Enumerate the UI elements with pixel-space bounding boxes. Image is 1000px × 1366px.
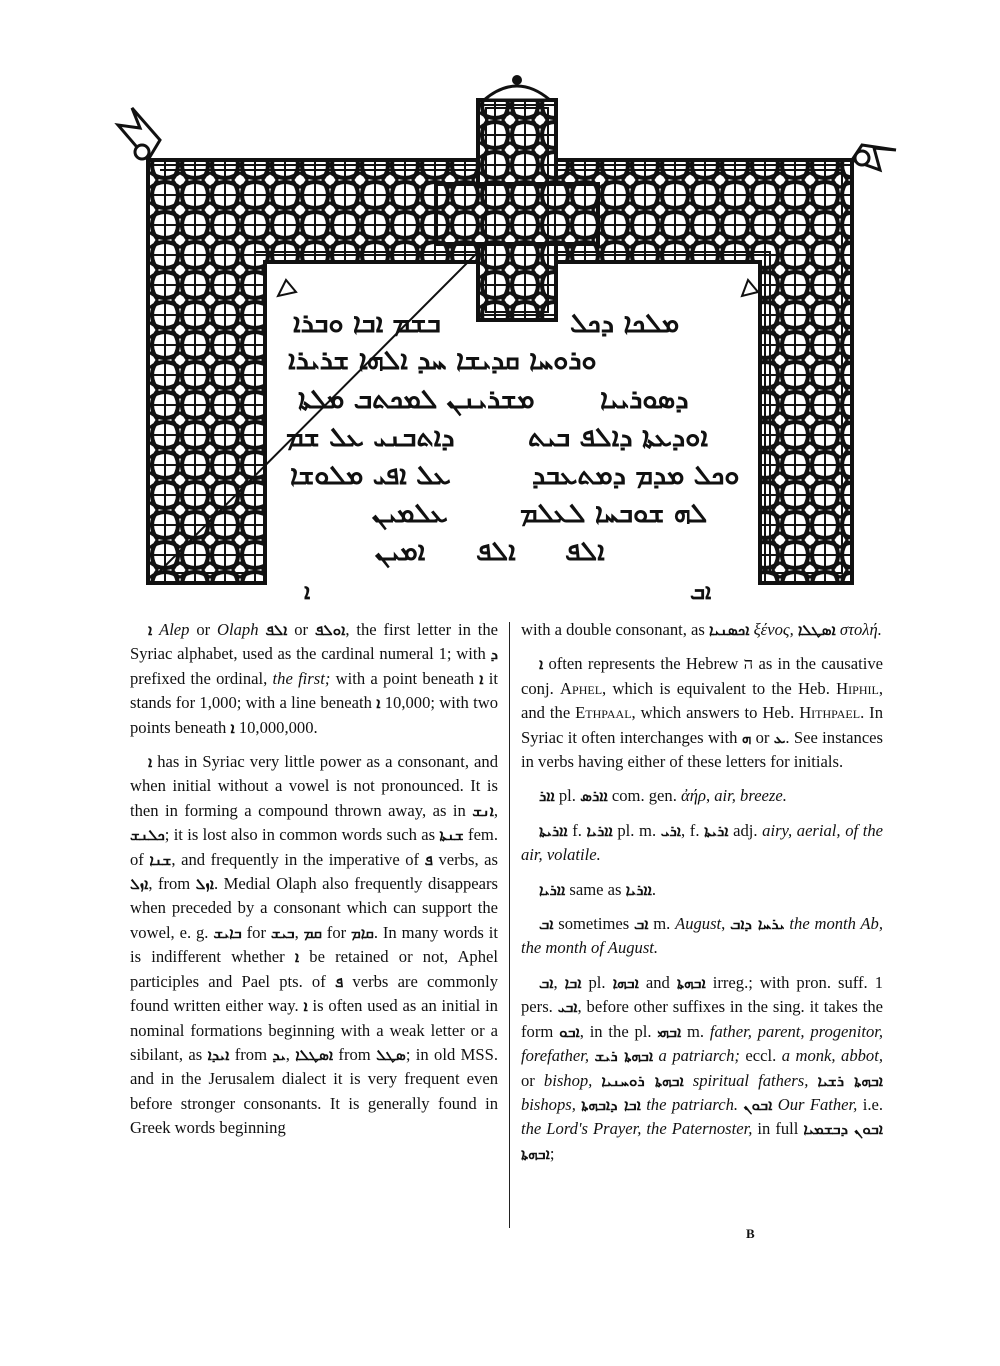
small-caps-term: Hithpael: [799, 703, 861, 723]
greek-word: ξένος,: [749, 620, 798, 639]
syriac-word: ܐܐܪܝܐ: [586, 821, 613, 840]
syriac-word: ܐܒܗܬܐ ܪܫܝܐ: [817, 1071, 883, 1090]
text-run: , and frequently in the imperative of: [171, 849, 425, 869]
text-run: for: [321, 922, 352, 942]
text-run: is often used as an initial in nominal formations beginning with a weak letter or a sibilant, as: [130, 996, 498, 1064]
margin-letter-right: ܐܒ: [690, 580, 712, 605]
syriac-word: ܦ: [424, 850, 433, 869]
text-run: ,: [721, 914, 731, 934]
syriac-word: ܫܢܬܐ: [439, 826, 464, 845]
header-syriac-line-2: ܘܪܘܚܐ ܩܕܝܫܐ ܚܕ ܐܠܗܐ ܫܪܝܪܐ: [288, 345, 597, 376]
text-run: [684, 1071, 693, 1090]
syriac-word: ܐܙܠ: [195, 875, 214, 894]
text-run: or: [751, 727, 774, 747]
greek-word: ἀήρ: [681, 786, 706, 806]
text-run: . See instances in verbs having either of these letters for initials.: [521, 727, 884, 772]
column-left: [130, 618, 498, 1151]
syriac-word: ܐܒ: [539, 973, 554, 992]
italic-gloss: a monk, abbot,: [781, 1046, 883, 1066]
syriac-word: ܩܐܡ: [351, 923, 374, 942]
italic-gloss: the Paternoster,: [646, 1119, 753, 1139]
syriac-word: ܐܣܛܠܐ: [797, 621, 836, 639]
text-run: irreg.; with pron. suff.: [705, 972, 875, 992]
syriac-word: ܐܘܠܦ: [314, 621, 346, 639]
syriac-word: ܣܛܠ: [376, 1045, 406, 1064]
syriac-word: ܩܡ: [303, 923, 322, 942]
header-syriac-line-7-mid: ܐܠܦ: [476, 536, 516, 567]
header-syriac-line-6-left: ܥܠܡܝܢ: [372, 498, 448, 529]
text-run: fem. of: [130, 825, 498, 869]
headword: Olaph: [217, 620, 259, 639]
text-run: . In Syriac it often interchanges with: [521, 703, 883, 747]
text-run: with a double consonant, as: [521, 620, 710, 639]
headword: Alep: [159, 620, 190, 639]
text-run: pers.: [521, 997, 558, 1017]
syriac-word: ܐ: [376, 694, 381, 713]
syriac-word: ܐܝܕܐ: [207, 1045, 230, 1064]
text-run: with a point beneath: [330, 668, 480, 688]
syriac-word: ܐܟܣܢܝܐ: [709, 621, 750, 639]
header-syriac-line-5-right: ܘܟܠ ܡܕܡ ܕܡܬܥܒܕ: [532, 460, 740, 491]
syriac-word: ܐܒܗܬܐ: [521, 1144, 550, 1163]
text-run: has in Syriac very little power as a consonant, and when initial without a vowel is not pronounced. It is then in forming a compound thrown away, as in: [130, 752, 498, 820]
syriac-word: ܐܒ: [633, 915, 649, 934]
syriac-word: ܐܒܘܢ ܕܒܫܡܝܐ: [803, 1120, 883, 1139]
text-run: it stands for 1,000; with a line beneath: [130, 668, 499, 713]
small-caps-term: Ethpaal: [575, 703, 632, 723]
header-syriac-line-5-left: ܥܠ ܐܦܝ ܡܠܘܫܐ: [290, 460, 451, 491]
syriac-word: ܝܕ: [272, 1045, 286, 1064]
syriac-word: ܐܒܗܬܐ: [676, 973, 706, 992]
italic-gloss: bishop,: [543, 1070, 593, 1090]
small-caps-term: Aphel: [560, 678, 603, 698]
header-syriac-line-6-right: ܠܗ ܫܘܒܚܐ ܠܥܠܡ: [520, 498, 708, 529]
header-syriac-line-1-right: ܡܠܟܐ ܕܟܠ: [570, 308, 680, 339]
text-run: ; with: [446, 644, 491, 664]
cross-ornament: [436, 75, 598, 320]
text-run: ; it is lost also in common words such as: [164, 825, 440, 845]
text-run: , which is equivalent to the Heb.: [602, 678, 837, 698]
syriac-word: ܝܪܚܐ ܕܐܒ: [730, 915, 785, 934]
text-run: from: [333, 1044, 377, 1064]
entry-continuation: [521, 618, 883, 642]
syriac-word: ܐܢܫ: [472, 801, 494, 820]
header-syriac-line-3-left: ܡܫܪܝܢܢ ܠܡܟܬܒ ܡܠܬܐ: [298, 384, 535, 415]
entry-aeraya: [521, 819, 883, 868]
syriac-word: ܐ: [539, 655, 544, 674]
syriac-word: ܫܢܐ: [149, 850, 172, 869]
greek-word: στολή.: [835, 620, 882, 639]
italic-gloss: spiritual fathers,: [692, 1070, 809, 1090]
syriac-word: ܐܐܪܝܐ: [539, 880, 566, 899]
italic-gloss: August: [675, 914, 722, 934]
small-caps-term: Hiphil: [836, 678, 879, 698]
entry-ab-month: [521, 912, 883, 961]
syriac-word: ܗ: [741, 728, 752, 747]
text-run: pl. m.: [612, 820, 661, 840]
syriac-word: ܒܐܝܫ: [213, 923, 242, 942]
text-run: pl.: [554, 786, 581, 806]
text-run: be retained or not, Aphel participles and Pael pts. of: [130, 947, 499, 991]
header-syriac-line-3-right: ܕܣܘܪܝܝܐ: [600, 384, 689, 415]
numeral: 1: [874, 972, 883, 992]
text-run: same as: [565, 879, 626, 899]
text-run: f.: [567, 820, 587, 840]
text-run: ,: [493, 800, 498, 820]
text-run: ; in old MSS. and in the Jerusalem dialect it is very frequent even before stronger consonants. It is generally found in Greek words beginning: [130, 1044, 498, 1138]
syriac-word: ܐ: [230, 718, 235, 737]
signature-mark: B: [746, 1226, 755, 1241]
syriac-word: ܦ: [334, 972, 344, 991]
entry-alep-usage: [130, 750, 498, 1141]
text-run: or: [287, 620, 315, 639]
header-syriac-line-4-left: ܕܐܬܒܢܝ ܥܠ ܫܡ: [286, 422, 455, 453]
text-run: i.e.: [857, 1094, 883, 1114]
hebrew-letter: ה: [743, 654, 754, 674]
header-syriac-line-7-left: ܐܡܝܢ: [375, 536, 426, 567]
text-run: ,: [553, 972, 565, 992]
italic-gloss: the first;: [272, 668, 331, 688]
syriac-word: ܐܒܘ: [559, 1022, 580, 1041]
text-run: sometimes: [553, 914, 634, 934]
text-run: , which answers to Heb.: [631, 703, 800, 723]
text-run: eccl.: [739, 1046, 782, 1066]
text-run: from: [229, 1044, 273, 1064]
text-run: 10,000; with two points beneath: [130, 693, 498, 737]
syriac-word: ܐܒܗܬܐ ܪܝܫ: [594, 1047, 654, 1066]
syriac-word: ܐܒܘܢ: [743, 1095, 773, 1114]
header-syriac-line-1-left: ܒܫܡ ܐܒܐ ܘܒܪܐ: [293, 308, 441, 339]
text-run: m.: [648, 914, 676, 934]
text-run: or: [521, 1070, 544, 1090]
text-run: and: [638, 972, 677, 992]
text-run: verbs, as: [432, 849, 498, 869]
header-syriac-line-4-right: ܐܘܕܥܬܐ ܕܐܠܦ ܒܝܬ: [528, 422, 708, 453]
syriac-word: ܟܠܢܫ: [130, 826, 165, 845]
column-divider: [509, 622, 510, 1228]
syriac-word: ܒܝܫ: [270, 923, 295, 942]
syriac-word: ܐܐܪܝܬܐ: [539, 821, 568, 840]
italic-gloss: the month Ab, the month of August.: [521, 914, 883, 958]
syriac-word: ܐܐܪܝܐ: [625, 880, 652, 899]
syriac-word: ܐ: [479, 669, 484, 688]
italic-gloss: the patriarch.: [646, 1094, 739, 1114]
text-run: com. gen.: [607, 786, 682, 806]
text-run: or: [189, 620, 217, 639]
syriac-word: ܐܪܝ: [660, 821, 682, 840]
entry-ab-father: [521, 971, 883, 1166]
text-run: ;: [549, 1143, 555, 1163]
text-run: verbs are commonly found written either way.: [130, 971, 498, 1016]
syriac-word: ܐܙܠ: [130, 875, 149, 894]
syriac-word: ܐ: [303, 997, 308, 1016]
margin-letter-left: ܐ: [304, 580, 311, 605]
text-run: adj.: [728, 820, 763, 840]
syriac-word: ܐܒܝ: [557, 998, 578, 1017]
syriac-word: ܐܪܝܬܐ: [704, 821, 729, 840]
italic-gloss: the Lord's Prayer,: [521, 1119, 642, 1139]
syriac-word: ܐ: [294, 948, 300, 967]
syriac-word: ܐܐܪ: [539, 787, 555, 806]
text-run: in full: [752, 1119, 804, 1139]
syriac-word: ܐ: [148, 621, 153, 639]
syriac-word: ܐܣܛܠܐ: [295, 1045, 334, 1064]
italic-gloss: airy, aerial, of the air, volatile.: [521, 820, 884, 865]
syriac-word: ܐܒܗܝ: [657, 1022, 682, 1041]
syriac-word: ܕ: [490, 645, 498, 664]
entry-alep: [130, 618, 498, 740]
text-run: , from: [148, 874, 196, 894]
syriac-word: ܐܒܗܬܐ ܪܘܚܢܝܐ: [601, 1071, 684, 1090]
entry-aeraya-variant: [521, 878, 883, 902]
syriac-word: ܐ: [148, 753, 153, 772]
text-run: , before other suffixes in the sing. it takes the form: [521, 997, 883, 1041]
syriac-word: ܐܒܐ: [564, 973, 582, 992]
text-run: .: [651, 879, 656, 899]
text-run: . In many words it is indifferent whether: [130, 922, 498, 967]
entry-alep-hebrew: [521, 652, 883, 774]
italic-gloss: Our Father,: [777, 1094, 858, 1114]
text-run: m.: [681, 1021, 710, 1041]
text-run: ,: [294, 922, 304, 942]
text-run: for: [241, 922, 271, 942]
syriac-word: ܥ: [773, 728, 786, 747]
text-run: prefixed the ordinal,: [130, 668, 273, 688]
header-syriac-line-7-right: ܐܠܦ: [565, 536, 605, 567]
italic-gloss: air, breeze.: [714, 786, 787, 806]
column-right: [521, 618, 883, 1176]
italic-gloss: father, parent, progenitor, forefather,: [521, 1021, 884, 1066]
syriac-word: ܐܒܗܐ: [612, 973, 639, 992]
italic-gloss: a patriarch;: [658, 1046, 740, 1066]
text-run: as in the causative conj.: [521, 654, 883, 698]
text-run: ,: [285, 1044, 296, 1064]
numeral: 1: [438, 644, 447, 664]
text-run: , the first letter in the Syriac alphabet, used as the cardinal numeral: [130, 620, 498, 664]
text-run: . Medial Olaph also frequently disappears when preceded by a consonant which can support the vowel, e. g.: [130, 874, 498, 942]
text-run: 10,000,000.: [234, 717, 318, 737]
text-run: ,: [705, 786, 715, 806]
text-run: pl.: [581, 972, 613, 992]
italic-gloss: bishops,: [521, 1094, 576, 1114]
text-run: often represents the Hebrew: [543, 654, 744, 674]
text-run: , f.: [681, 820, 705, 840]
syriac-word: ܐܒ: [539, 915, 554, 934]
text-run: , in the pl.: [579, 1021, 658, 1041]
syriac-word: ܐܠܦ: [265, 621, 288, 639]
syriac-word: ܐܐܪܣ: [580, 787, 608, 806]
entry-aer: [521, 784, 883, 808]
syriac-word: ܐܒܐ ܕܐܒܗܬܐ: [581, 1095, 641, 1114]
text-run: , and the: [521, 678, 883, 723]
